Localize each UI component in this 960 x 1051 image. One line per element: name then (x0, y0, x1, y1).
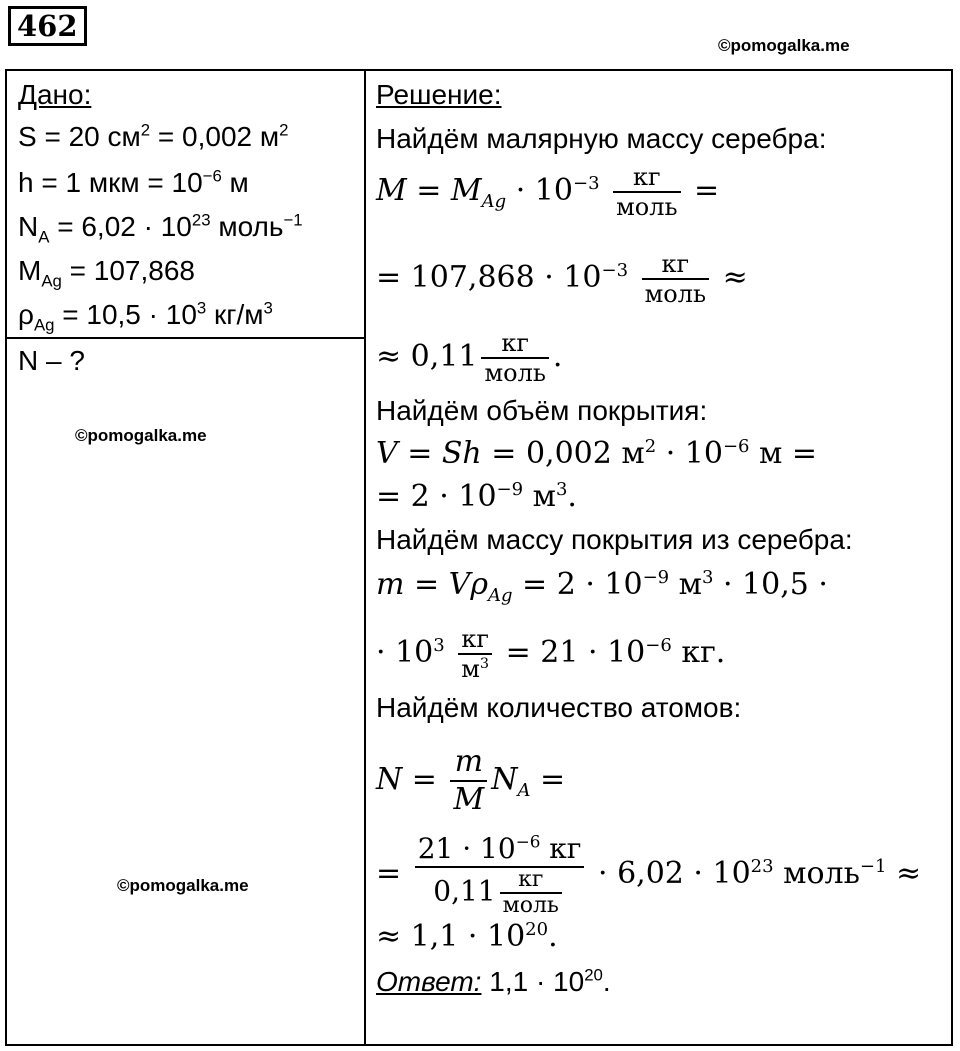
fraction-mass-over-molar-mass: $21 \cdot 10^{-6}$ кг 0,11 $\frac{кг}{\text{моль}}$ (415, 832, 585, 918)
eq-atoms-3: ≈ $1,1 \cdot 10^{20}$. (376, 919, 558, 954)
step-mass-text: Найдём массу покрытия из серебра: (376, 524, 853, 555)
column-divider (364, 69, 366, 1046)
eq-atoms-2: = $21 \cdot 10^{-6}$ кг 0,11 $\frac{кг}{\text{моль}}$ · $6,02 \cdot 10^{23}$ моль$^{-1}$ ≈ (376, 831, 922, 918)
given-divider (5, 337, 366, 339)
fraction-kg-per-mol: $\frac{кг}{\text{моль}}$ (500, 868, 562, 918)
eq-atoms-1: N = $\frac{m}{M}$ $N_A$ = (376, 744, 566, 817)
fraction-kg-per-mol: $\frac{кг}{\text{моль}}$ (613, 163, 680, 221)
given-heading: Дано: (18, 79, 92, 110)
given-line-density: $\rho_{Ag} = 10,5 \cdot 10^3$ $кг/м^3$ (18, 298, 273, 335)
fraction-m-over-M: $\frac{m}{M}$ (450, 744, 487, 818)
find-quantity: N – ? (18, 345, 85, 376)
watermark-top: ©pomogalka.me (718, 36, 850, 55)
eq-mass-1: $m = V\rho_{Ag} = 2 \cdot 10^{-9}$ $м^3 \cdot 10,5$ · (376, 567, 828, 606)
given-line-area: S = 20 $см^2 = 0,002$ $м^2$ (18, 120, 289, 152)
step-atoms-text: Найдём количество атомов: (376, 692, 742, 723)
watermark-left-bottom: ©pomogalka.me (117, 876, 249, 895)
watermark-left-top: ©pomogalka.me (75, 426, 207, 445)
answer-label: Ответ: (376, 966, 482, 997)
answer-line (376, 965, 611, 999)
problem-number: 462 (8, 6, 87, 46)
fraction-kg-per-mol: $\frac{кг}{\text{моль}}$ (642, 250, 709, 308)
eq-volume-1: V = Sh = 0,002 $м^2 \cdot 10^{-6}$ м = (376, 436, 818, 471)
given-line-molar-mass: $M_{Ag} = 107,868$ (18, 255, 195, 291)
fraction-kg-per-m3: $\frac{кг}{м^3}$ (458, 625, 492, 683)
solution-heading: Решение: (376, 79, 502, 110)
eq-volume-2: = $2 \cdot 10^{-9}$ $м^3$. (376, 479, 577, 514)
given-line-thickness: h = 1 мкм = $10^{-6}$ м (18, 166, 249, 198)
fraction-kg-per-mol: $\frac{кг}{\text{моль}}$ (481, 329, 548, 387)
step-volume-text: Найдём объём покрытия: (376, 395, 708, 426)
step-molar-mass-text: Найдём малярную массу серебра: (376, 123, 827, 154)
eq-molar-mass-2: = $107,868 \cdot 10^{-3}$ $\frac{кг}{\text{моль}}$ ≈ (376, 250, 748, 308)
eq-mass-2: · $10^3$ $\frac{кг}{м^3}$ = $21 \cdot 10^{-6}$ кг. (376, 625, 726, 683)
eq-molar-mass-1: $M = M_{Ag} \cdot 10^{-3}$ $\frac{кг}{\text{моль}}$ = (376, 163, 720, 221)
given-line-avogadro: $N_A = 6,02 \cdot 10^{23}$ моль$^{-1}$ (18, 210, 303, 247)
eq-molar-mass-3: ≈ 0,11 $\frac{кг}{\text{моль}}$ . (376, 329, 563, 387)
answer-value: $1,1 \cdot 10^{20}$. (489, 965, 611, 997)
